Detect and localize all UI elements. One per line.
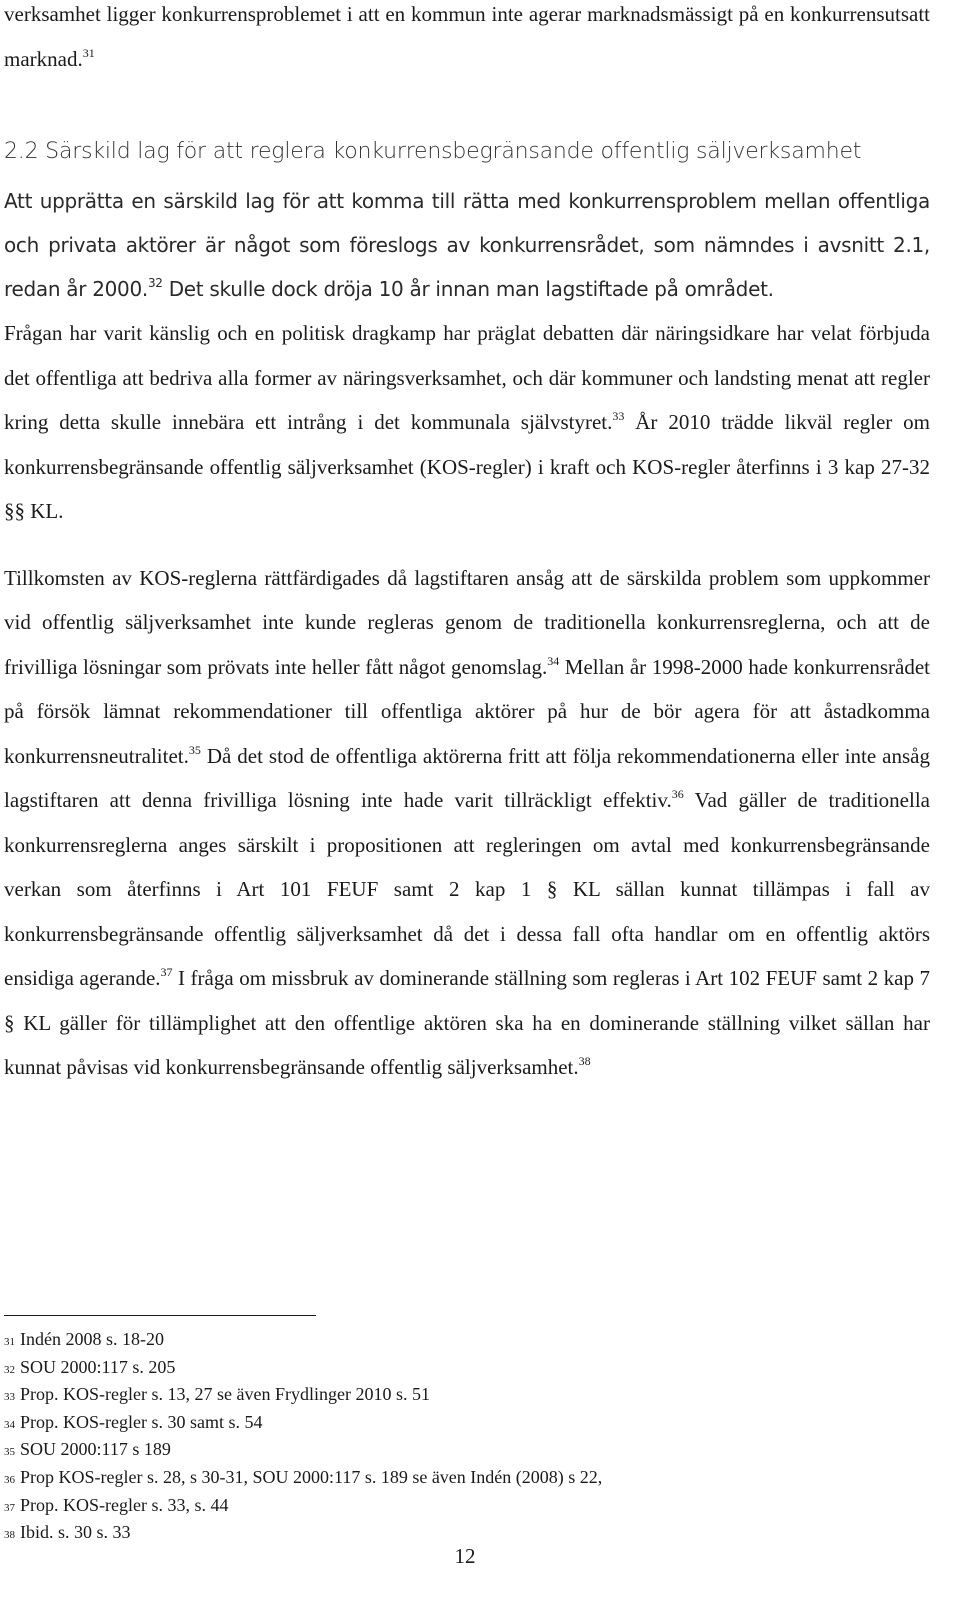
page-number: 12	[454, 1544, 476, 1568]
footnote-text: SOU 2000:117 s 189	[20, 1439, 171, 1460]
paragraph-text: Det skulle dock dröja 10 år innan man lagstiftade på området.	[162, 277, 774, 301]
footnote-separator	[4, 1315, 316, 1316]
footnote-item	[4, 1410, 904, 1438]
paragraph-text: Mellan år 1998-2000 hade konkurrensrådet på försök lämnat rekommendationer till offentliga aktörer på hur de bör agera för att åstadkomma konkurrensneutralitet.	[4, 654, 930, 768]
footnote-number: 38	[4, 1529, 15, 1542]
footnote-item	[4, 1493, 904, 1521]
section-heading: 2.2 Särskild lag för att reglera konkurrensbegränsande offentlig säljverksamhet	[4, 139, 862, 164]
footnote-ref[interactable]: 33	[612, 409, 625, 423]
footnote-number: 33	[4, 1391, 15, 1404]
footnote-number: 31	[4, 1336, 15, 1348]
footnote-text: Ibid. s. 30 s. 33	[20, 1522, 131, 1543]
footnote-ref[interactable]: 37	[160, 965, 173, 979]
paragraph-text: Då det stod de offentliga aktörerna fritt att följa rekommendationerna eller inte ansåg lagstiftaren att denna frivilliga lösning inte hade varit tillräckligt effektiv.	[4, 743, 930, 812]
footnote-item	[4, 1327, 904, 1355]
footnote-number: 37	[4, 1501, 15, 1514]
paragraph-justification	[4, 556, 930, 1090]
footnote-text: Indén 2008 s. 18-20	[20, 1329, 164, 1349]
paragraph-text: Att upprätta en särskild lag för att komma till rätta med konkurrensproblem mellan offentliga och privata aktörer är något som föreslogs av konkurrensrådet, som nämndes i avsnitt 2.1, redan år 2000.	[4, 189, 930, 301]
footnote-number: 34	[4, 1418, 15, 1431]
paragraph-debate	[4, 311, 930, 534]
footnote-text: Prop. KOS-regler s. 13, 27 se även Frydlinger 2010 s. 51	[20, 1384, 430, 1405]
footnote-ref[interactable]: 31	[82, 45, 95, 60]
footnote-number: 35	[4, 1446, 15, 1459]
document-page	[4, 0, 930, 1090]
paragraph-text: År 2010 trädde likväl regler om konkurrensbegränsande offentlig säljverksamhet (KOS-regler) i kraft och KOS-regler återfinns i 3 kap 27-32 §§ KL.	[4, 410, 931, 523]
footnote-text: SOU 2000:117 s. 205	[20, 1356, 176, 1377]
intro-paragraph	[4, 0, 930, 81]
footnote-number: 36	[4, 1473, 15, 1486]
footnote-item	[4, 1382, 904, 1410]
footnote-ref[interactable]: 32	[147, 276, 163, 290]
paragraph-text: Vad gäller de traditionella konkurrensreglerna anges särskilt i propositionen att regleringen om avtal med konkurrensbegränsande verkan som återfinns i Art 101 FEUF samt 2 kap 1 § KL sällan kunnat tillämpas i fall av konkurrensbegränsande offentlig säljverksamhet då det i dessa fall ofta handlar om en offentlig aktörs ensidiga agerande.	[4, 788, 930, 990]
footnote-item	[4, 1355, 904, 1383]
footnote-item	[4, 1465, 904, 1493]
footnote-item	[4, 1437, 904, 1465]
intro-text: verksamhet ligger konkurrensproblemet i att en kommun inte agerar marknadsmässigt på en konkurrensutsatt marknad.	[4, 2, 930, 71]
footnote-ref[interactable]: 38	[578, 1054, 591, 1068]
footnote-ref[interactable]: 36	[671, 787, 684, 801]
paragraph-text: Frågan har varit känslig och en politisk dragkamp har präglat debatten där näringsidkare har velat förbjuda det offentliga att bedriva alla former av näringsverksamhet, och där kommuner och landsting menat att regler kring detta skulle innebära ett intrång i det kommunala självstyret.	[4, 321, 930, 434]
paragraph-text: I fråga om missbruk av dominerande ställning som regleras i Art 102 FEUF samt 2 kap 7 § KL gäller för tillämplighet att den offentlige aktören ska ha en dominerande ställning vilket sällan har kunnat påvisas vid konkurrensbegränsande offentlig säljverksamhet.	[4, 966, 930, 1079]
footnote-number: 32	[4, 1363, 15, 1376]
footnote-text: Prop KOS-regler s. 28, s 30-31, SOU 2000:117 s. 189 se även Indén (2008) s 22,	[20, 1466, 603, 1487]
paragraph-proposal	[4, 179, 930, 311]
footnote-text: Prop. KOS-regler s. 33, s. 44	[20, 1494, 229, 1515]
paragraph-text: Tillkomsten av KOS-reglerna rättfärdigades då lagstiftaren ansåg att de särskilda problem som uppkommer vid offentlig säljverksamhet inte kunde regleras genom de traditionella konkurrensreglerna, och att de frivilliga lösningar som prövats inte heller fått något genomslag.	[4, 565, 930, 679]
footnote-ref[interactable]: 35	[188, 742, 201, 757]
footnote-ref[interactable]: 34	[547, 653, 560, 668]
footnote-text: Prop. KOS-regler s. 30 samt s. 54	[20, 1411, 263, 1432]
footnote-list	[4, 1327, 904, 1548]
